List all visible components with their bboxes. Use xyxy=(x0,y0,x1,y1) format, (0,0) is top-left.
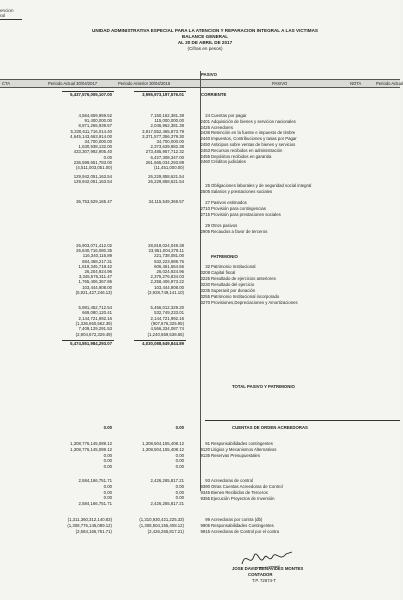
amount-current: 4,564,659,959.52 xyxy=(78,113,112,118)
account-code: 9135 xyxy=(200,453,210,458)
amount-previous: 0.00 xyxy=(175,452,184,458)
section-corriente: CORRIENTE xyxy=(201,92,227,97)
account-code: 2455 xyxy=(200,153,210,159)
amount-current: 26,204,924.96 xyxy=(84,269,112,274)
account-code: 2715 xyxy=(200,212,210,217)
account-code: 3230 xyxy=(200,282,210,287)
amount-previous: 1,308,504,155,408.12 xyxy=(142,441,184,446)
logo: encion ral xyxy=(0,8,28,20)
amount-current: 0.00 xyxy=(103,483,112,489)
account-code: 25 xyxy=(205,183,210,188)
account-label: Pasivos estimados xyxy=(211,200,247,205)
account-label: Acreedoras de Control por el contra xyxy=(211,529,280,534)
amount-current: (1,336,650,562.39) xyxy=(75,320,112,326)
account-label: Provisión para prestaciones sociales xyxy=(211,212,281,217)
account-label: Acreedores xyxy=(211,124,233,130)
account-code: 2401 xyxy=(200,118,210,124)
account-label: Reservas Presupuestales xyxy=(211,453,260,458)
amount-current: 2,144,721,992.16 xyxy=(78,315,112,321)
entity-name: UNIDAD ADMINISTRATIVA ESPECIAL PARA LA ATENCION Y REPARACION INTEGRAL A LAS VICTIMAS xyxy=(92,28,318,33)
amount-previous: (907,676,325.95) xyxy=(151,320,184,326)
amount-previous: 2,144,721,992.16 xyxy=(150,315,184,321)
amount-previous: (2,426,265,817.21) xyxy=(147,528,184,534)
account-code: 91 xyxy=(205,441,210,446)
account-label: Otros pasivos xyxy=(211,223,238,228)
amount-previous: 0.00 xyxy=(175,483,184,489)
account-label: Créditos judiciales xyxy=(211,159,246,165)
amount-current: 3,345,576,311.47 xyxy=(78,274,112,280)
co-zero-right: 0.00 xyxy=(175,425,184,430)
amount-previous: 273,485,957,712.32 xyxy=(145,149,184,155)
amount-previous: 532,749,233.01 xyxy=(154,310,184,316)
amount-previous: 0.00 xyxy=(175,458,184,464)
amount-current: 236,599,651,783.00 xyxy=(73,159,112,165)
account-code: 99 xyxy=(205,517,210,522)
account-label: Patrimonio Institucional xyxy=(211,264,256,269)
amount-current: 1,308,776,145,089.12 xyxy=(70,446,112,452)
col-period-previous: Periodo Anterior 30/04/2016 xyxy=(118,81,171,86)
amount-current: 8,871,265,939.57 xyxy=(78,123,112,129)
account-code: 2453 xyxy=(200,147,210,153)
amount-current: 684,468,217.31 xyxy=(82,258,112,264)
section-patrimonio: PATRIMONIO xyxy=(211,254,238,259)
amount-previous: 221,738,081.00 xyxy=(154,253,184,259)
amount-previous: 103,444,908.00 xyxy=(154,284,184,290)
amount-previous: 1,308,504,155,408.12 xyxy=(142,446,184,452)
amount-current: 34,700,000.00 xyxy=(84,139,112,144)
amount-current: 26,903,071,412.02 xyxy=(76,243,112,248)
account-code: 93 xyxy=(205,478,210,483)
report-title: BALANCE GENERAL xyxy=(181,34,229,39)
account-label: Depósitos recibidos en garantía xyxy=(211,153,272,159)
amount-previous: 2,045,962,381.38 xyxy=(150,123,184,129)
account-code: 24 xyxy=(205,113,210,118)
account-label: Litigios y Mecanismos Alternativos xyxy=(211,447,277,452)
amount-previous: 115,000,000.00 xyxy=(154,118,184,124)
top-total-left: 5,437,576,005,107.00 xyxy=(70,92,112,97)
amount-previous: 34,115,549,369.57 xyxy=(148,199,184,204)
account-code: 3270 xyxy=(200,300,210,305)
amount-current: (2,584,166,751.71) xyxy=(75,528,112,534)
col-nota: NOTA xyxy=(350,81,362,86)
account-label: Otras Cuentas Acreedoras de Control xyxy=(211,484,283,489)
amount-previous: 2,426,265,817.21 xyxy=(150,478,184,483)
amount-current: 0.00 xyxy=(103,489,112,495)
account-code: 9120 xyxy=(200,447,210,452)
account-label: Anticipos sobre ventas de bienes y servicios xyxy=(211,142,296,147)
amount-current: (1,308,776,145,089.12) xyxy=(67,522,112,528)
account-label: Superavit por donación xyxy=(211,288,256,293)
amount-current: 2,584,166,751.71 xyxy=(78,501,112,507)
amount-current: (1,311,360,312,140.83) xyxy=(67,517,112,522)
amount-current: 103,444,908.00 xyxy=(82,284,112,290)
amount-previous: 28,818,024,049.38 xyxy=(148,243,184,248)
amount-current: (5,921,427,246.13) xyxy=(75,289,112,295)
signatory-name: JOSE DAVID BENAVIDES MONTES xyxy=(232,566,304,571)
amount-previous: 261,665,034,293.89 xyxy=(145,159,184,165)
amount-current: 1,630,938,132.00 xyxy=(78,144,112,150)
section-cuentas-orden: CUENTAS DE ORDEN ACREEDORAS xyxy=(232,425,308,430)
amount-previous: 532,223,689.76 xyxy=(154,258,184,264)
amount-current: 0.00 xyxy=(103,154,112,160)
account-label: Impuestos, Contribuciones y tasas por Pagar xyxy=(211,136,297,142)
col-cta: CTA xyxy=(2,81,11,86)
signatory-tp: T.P. 72674-T xyxy=(252,578,277,583)
col-right-period: Periodo Actual xyxy=(376,81,403,86)
amount-previous: (1,308,504,155,408.12) xyxy=(139,522,184,528)
account-label: Responsabilidades Contingentes xyxy=(211,523,274,528)
amount-previous: (2,928,749,141.10) xyxy=(147,289,184,295)
amount-previous: (11,451,000.00) xyxy=(153,165,184,170)
account-code: 2450 xyxy=(200,142,210,147)
col-period-current: Periodo Actual 30/04/2017 xyxy=(48,81,98,86)
account-label: Resultado de ejercicios anteriores xyxy=(211,276,276,281)
account-code: 9915 xyxy=(200,529,210,534)
account-code: 3255 xyxy=(200,294,210,299)
amount-previous: 2,373,639,882.38 xyxy=(150,144,184,150)
account-label: Acreedoras de control xyxy=(211,478,254,483)
amount-current: 2,584,166,751.71 xyxy=(78,478,112,483)
account-code: 2905 xyxy=(200,229,210,234)
amount-current: 433,307,992,905.40 xyxy=(73,149,112,155)
amount-current: 5,981,452,712.54 xyxy=(78,305,112,310)
amount-previous: 0.00 xyxy=(175,489,184,495)
account-label: Patrimonio Institucional incorporado xyxy=(211,294,280,299)
amount-current: 91,400,000.00 xyxy=(84,118,112,124)
account-code: 3235 xyxy=(200,288,210,293)
account-label: Recursos recibidos en administración xyxy=(211,147,283,153)
amount-current: 0.00 xyxy=(103,458,112,464)
total-activo-right: 4,030,088,649,844.89 xyxy=(142,341,184,346)
account-label: Provisiones,Depreciaciones y Amortizaciones xyxy=(211,300,298,305)
account-label: Capital fiscal xyxy=(211,270,236,275)
amount-previous: 7,150,162,381.38 xyxy=(150,113,184,118)
account-code: 2710 xyxy=(200,206,210,211)
account-code: 9905 xyxy=(200,523,210,528)
account-label: Cuentas por pagar xyxy=(211,113,247,118)
amount-previous: 26,229,858,621.54 xyxy=(148,174,184,179)
col-pasivo: PASIVO xyxy=(272,81,288,86)
section-total-pasivo-patrimonio: TOTAL PASIVO Y PATRIMONIO xyxy=(232,384,295,389)
top-total-right: 3,995,973,197,576.01 xyxy=(142,92,184,97)
account-code: 2505 xyxy=(200,189,210,194)
account-label: Obligaciones laborales y de seguridad social integral xyxy=(211,183,312,188)
amount-previous: 606,461,664.56 xyxy=(154,263,184,269)
amount-current: 1,308,776,145,089.12 xyxy=(70,441,112,446)
amount-current: 669,080,120.41 xyxy=(82,310,112,316)
amount-current: 0.00 xyxy=(103,452,112,458)
amount-current: (4,511,003,051.00) xyxy=(76,165,112,170)
amount-current: 0.00 xyxy=(103,495,112,501)
account-code: 9390 xyxy=(200,484,210,489)
amount-previous: 6,427,308,347.00 xyxy=(150,154,184,160)
account-code: 3208 xyxy=(200,270,210,275)
amount-previous: 4,566,334,087.74 xyxy=(150,326,184,332)
account-label: Salarios y prestaciones sociales xyxy=(211,189,273,194)
amount-previous: (1,240,659,538.65) xyxy=(147,331,184,337)
amount-current: (2,904,672,329.49) xyxy=(75,331,112,337)
amount-previous: 26,229,858,621.54 xyxy=(148,179,184,185)
amount-current: 36,753,529,165.47 xyxy=(76,199,112,204)
account-label: Acreedoras por contra (db) xyxy=(211,517,263,522)
amount-current: 4,645,143,663,914.00 xyxy=(70,133,112,139)
amount-current: 5,330,611,716,014.40 xyxy=(70,128,112,134)
amount-previous: 26,024,924.96 xyxy=(156,269,184,274)
account-code: 2425 xyxy=(200,124,210,130)
amount-previous: 34,700,000.00 xyxy=(156,139,184,144)
amount-current: 1,819,345,718.42 xyxy=(78,263,112,269)
co-zero-left: 0.00 xyxy=(103,425,112,430)
amount-previous: 23,951,004,278.11 xyxy=(148,248,184,254)
amount-previous: 2,426,265,817.21 xyxy=(150,501,184,507)
account-label: Recaudos a favor de terceros xyxy=(211,229,268,234)
amount-previous: 3,917,552,465,873.79 xyxy=(142,128,184,134)
account-label: Ejecución Proyectos de Inversión xyxy=(211,496,275,501)
account-label: Provisión para contingencias xyxy=(211,206,266,211)
account-code: 3225 xyxy=(200,276,210,281)
account-label: Resultado del ejercicio xyxy=(211,282,255,287)
amount-current: 129,942,051,163.54 xyxy=(73,179,112,185)
account-code: 9355 xyxy=(200,496,210,501)
account-code: 29 xyxy=(205,223,210,228)
amount-current: 129,942,051,163.54 xyxy=(73,174,112,179)
account-code: 2460 xyxy=(200,159,210,165)
amount-previous: 0.00 xyxy=(175,464,184,470)
amount-current: 1,765,406,367.86 xyxy=(78,279,112,285)
amount-current: 0.00 xyxy=(103,464,112,470)
account-code: 9345 xyxy=(200,490,210,495)
report-units: (Cifras en pesos) xyxy=(187,46,223,51)
amount-current: 7,409,129,291.53 xyxy=(78,326,112,332)
report-date: AL 30 DE ABRIL DE 2017 xyxy=(177,40,233,45)
account-code: 2440 xyxy=(200,136,210,142)
amount-previous: (1,310,930,421,225.33) xyxy=(139,517,184,522)
amount-previous: 3,371,577,356,379.30 xyxy=(142,133,184,139)
total-activo-left: 5,474,851,984,293.07 xyxy=(70,341,112,346)
account-label: Responsabilidades contingentes xyxy=(211,441,273,446)
account-code: 32 xyxy=(205,264,210,269)
account-code: 2436 xyxy=(200,130,210,136)
amount-previous: 0.00 xyxy=(175,495,184,501)
section-pasivo: PASIVO xyxy=(201,72,217,77)
amount-previous: 2,375,276,834.03 xyxy=(150,274,184,280)
amount-current: 26,840,716,080.35 xyxy=(76,248,112,254)
account-code: 27 xyxy=(205,200,210,205)
amount-current: 116,340,116.89 xyxy=(82,253,112,259)
account-label: Retención en la fuente e impuesto de timbre xyxy=(211,130,296,136)
account-label: Bienes Recibidos de Terceros xyxy=(211,490,268,495)
amount-previous: 2,258,406,973.22 xyxy=(150,279,184,285)
account-label: Adquisición de bienes y servicios nacionales xyxy=(211,118,296,124)
amount-previous: 5,456,012,329.20 xyxy=(150,305,184,310)
signatory-role: CONTADOR xyxy=(248,572,273,577)
